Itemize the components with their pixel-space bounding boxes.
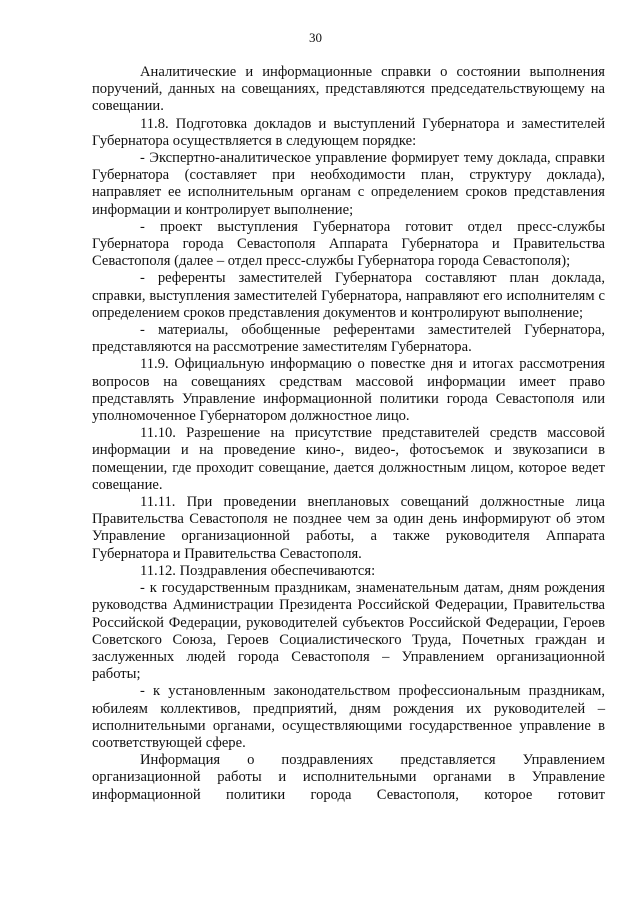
paragraph-11-10: 11.10. Разрешение на присутствие представителей средств массовой информации и на проведение кино-, видео-, фотосъемок и звукозаписи в помещении, где проходит совещание, дается должностным лицом, которое ведет совещание. bbox=[92, 425, 605, 493]
paragraph-professional-holidays: - к установленным законодательством профессиональным праздникам, юбилеям коллективов, предприятий, дням рождения их руководителей – исполнительными органами, осуществляющими государственное управление в соответствующей сфере. bbox=[92, 683, 605, 751]
paragraph-analytic-reports: Аналитические и информационные справки о состоянии выполнения поручений, данных на совещаниях, представляются председательствующему на совещании. bbox=[92, 64, 605, 115]
paragraph-expert-analytic-dept: - Экспертно-аналитическое управление формирует тему доклада, справки Губернатора (составляет при необходимости план, структуру доклада), направляет ее исполнительным органам с определением сроков представления информации и контролирует выполнение; bbox=[92, 150, 605, 218]
paragraph-greetings-info: Информация о поздравлениях представляется Управлением организационной работы и исполнительными органами в Управление информационной политики города Севастополя, которое готовит bbox=[92, 752, 605, 803]
paragraph-11-9: 11.9. Официальную информацию о повестке дня и итогах рассмотрения вопросов на совещаниях средствам массовой информации имеет право представлять Управление информационной политики города Севастополя или уполномоченное Губернатором должностное лицо. bbox=[92, 356, 605, 425]
paragraph-speech-draft: - проект выступления Губернатора готовит отдел пресс-службы Губернатора города Севастополя Аппарата Губернатора и Правительства Севастополя (далее – отдел пресс-службы Губернатора города Севастополя); bbox=[92, 218, 605, 270]
paragraph-materials: - материалы, обобщенные референтами заместителей Губернатора, представляются на рассмотрение заместителям Губернатора. bbox=[92, 322, 605, 356]
paragraph-11-12: 11.12. Поздравления обеспечиваются: bbox=[140, 562, 376, 579]
page-number: 30 bbox=[309, 30, 322, 45]
document-body bbox=[92, 64, 605, 804]
paragraph-state-holidays: - к государственным праздникам, знаменательным датам, дням рождения руководства Администрации Президента Российской Федерации, Правительства Российской Федерации, руководителей субъектов Российской Федерации, Героев Советского Союза, Героев Социалистического Труда, Почетных граждан и заслуженных людей города Севастополя – Управлением организационной работы; bbox=[92, 580, 605, 683]
paragraph-referents: - референты заместителей Губернатора составляют план доклада, справки, выступления заместителей Губернатора, направляют его исполнителям с определением сроков представления документов и контролируют выполнение; bbox=[92, 270, 605, 321]
paragraph-11-8: 11.8. Подготовка докладов и выступлений Губернатора и заместителей Губернатора осуществляется в следующем порядке: bbox=[92, 115, 605, 149]
paragraph-11-11: 11.11. При проведении внеплановых совещаний должностные лица Правительства Севастополя не позднее чем за один день информируют об этом Управление организационной работы, а также руководителя Аппарата Губернатора и Правительства Севастополя. bbox=[92, 494, 605, 562]
